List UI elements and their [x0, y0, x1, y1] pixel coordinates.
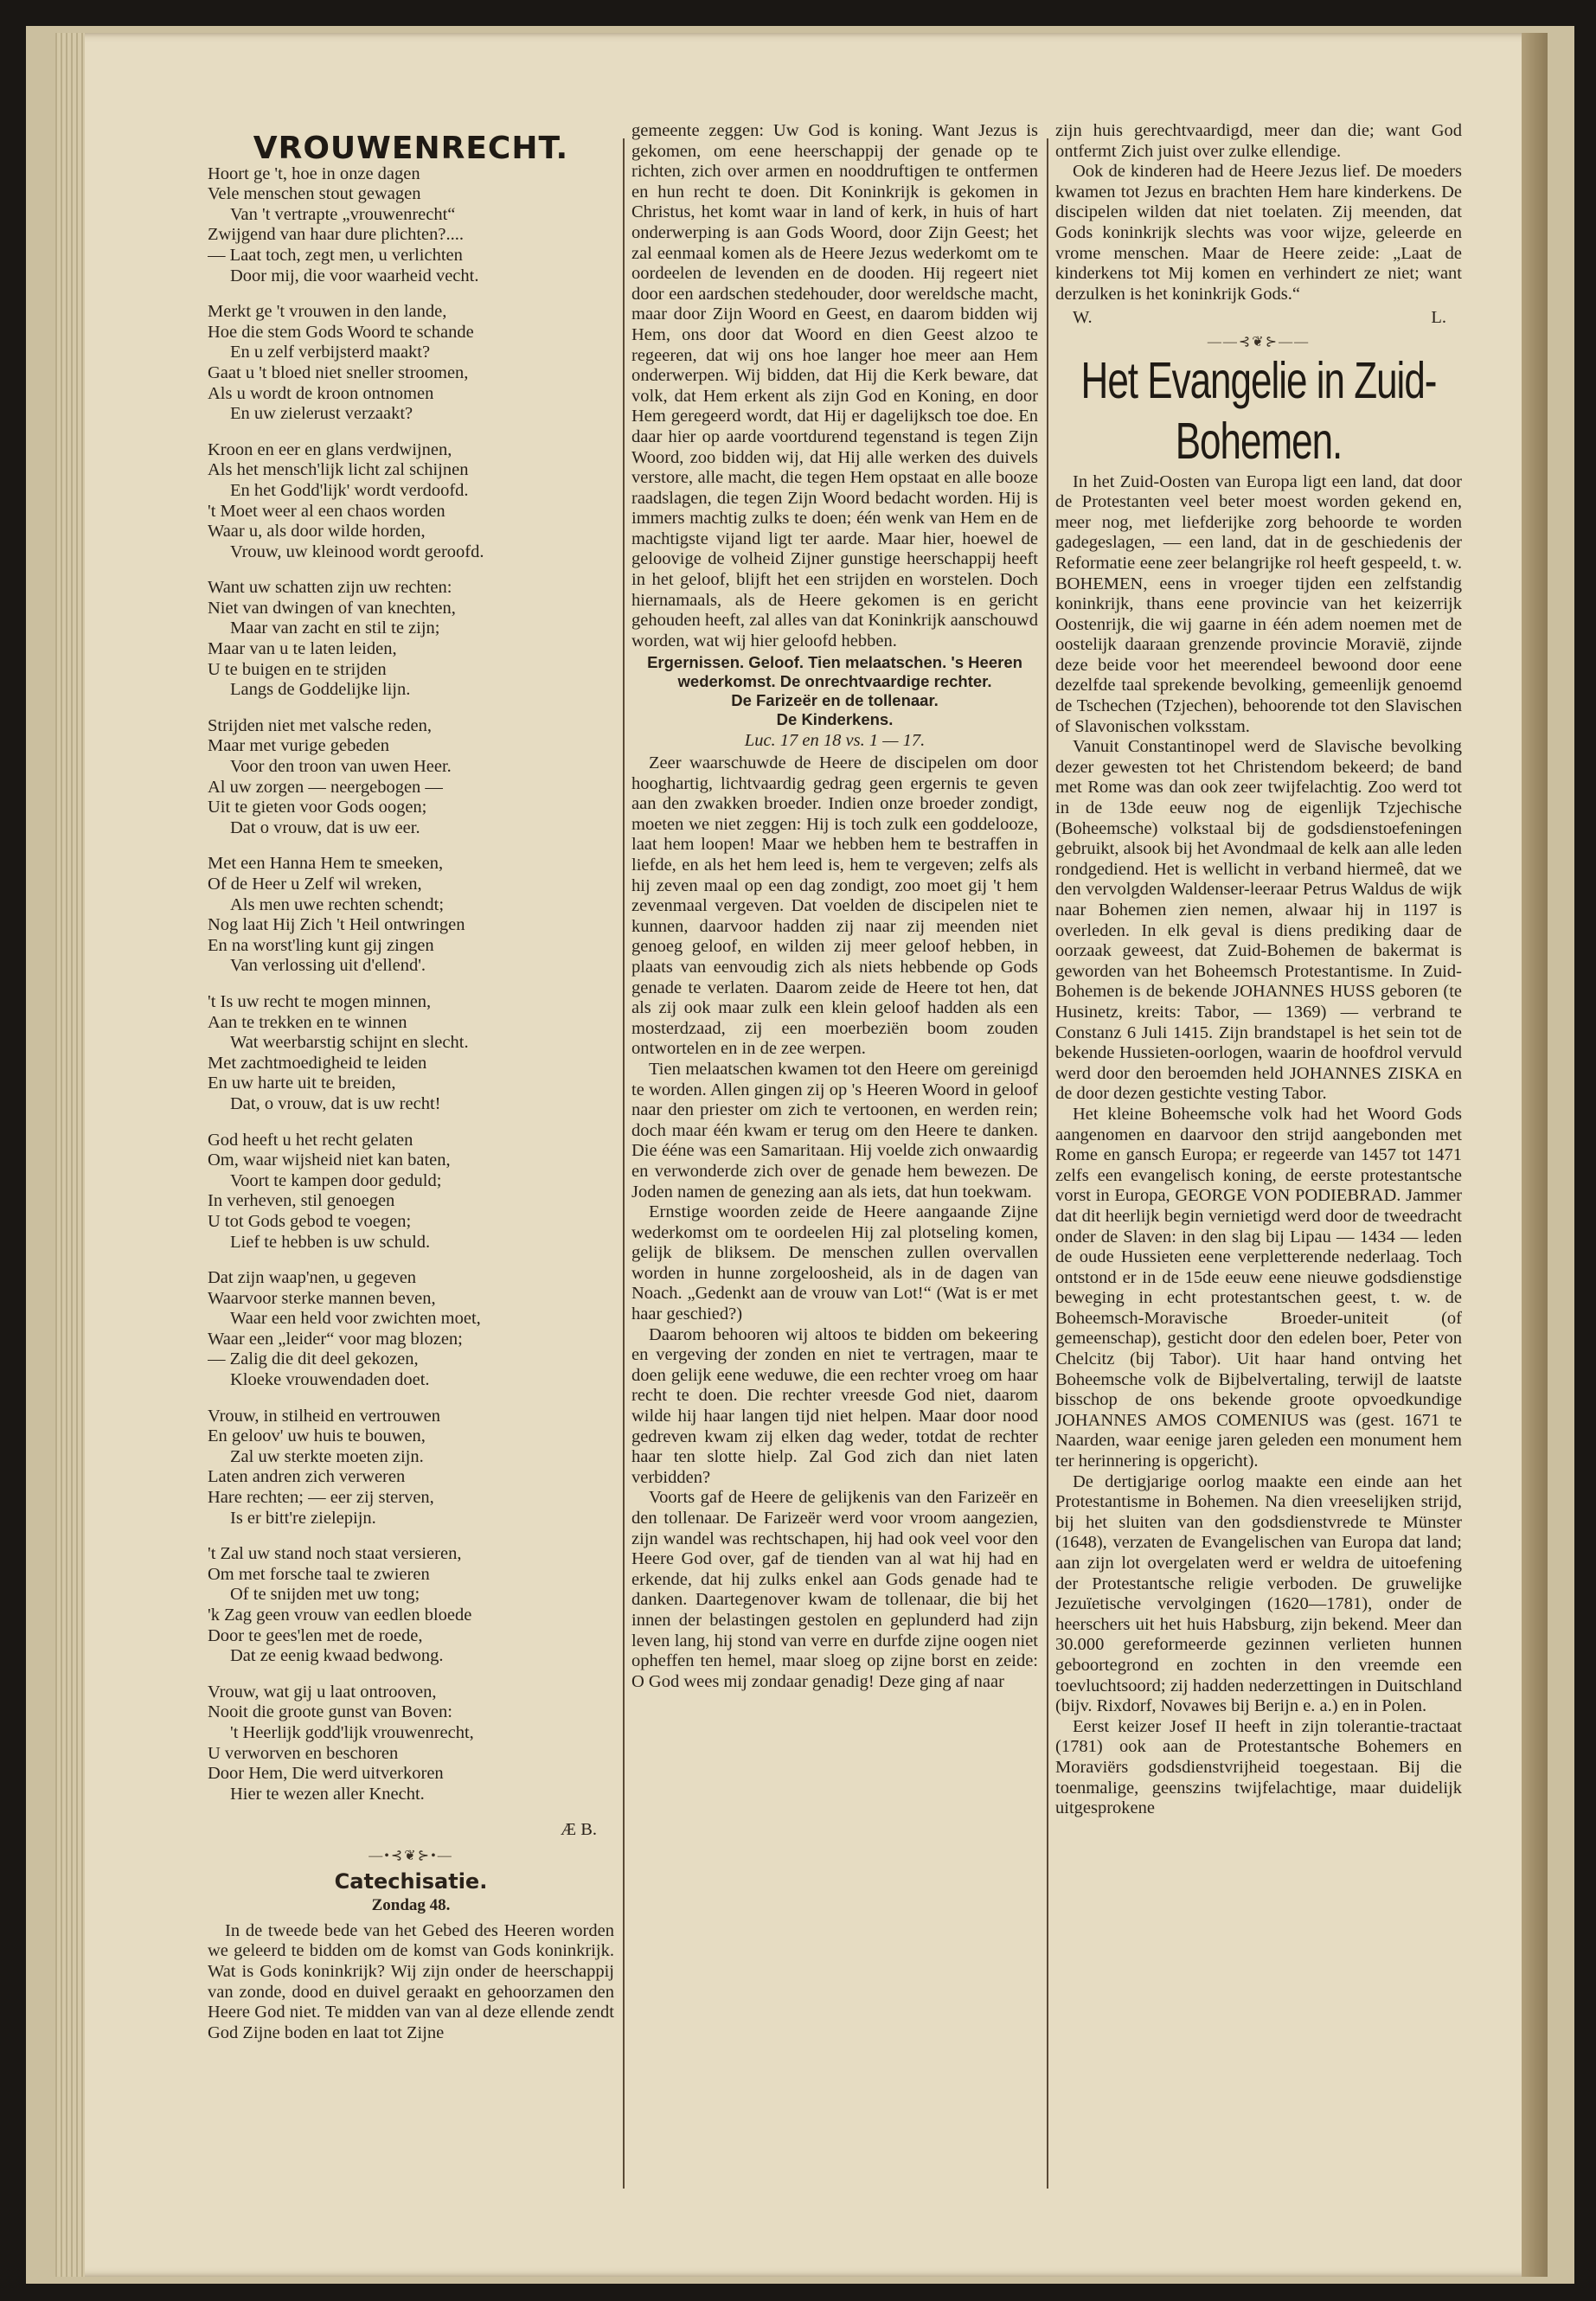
column-divider	[1047, 138, 1048, 2189]
evangelie-heading: Het Evangelie in Zuid-Bohemen.	[1080, 351, 1437, 471]
poem-line: Gaat u 't bloed niet sneller stroomen,	[208, 362, 469, 382]
poem-line: Door Hem, Die werd uitverkoren	[208, 1764, 444, 1784]
poem-line: Om, waar wijsheid niet kan baten,	[208, 1150, 451, 1170]
poem-line: Lief te hebben is uw schuld.	[230, 1232, 431, 1252]
poem-line: Waar een held voor zwichten moet,	[230, 1309, 481, 1329]
poem-line: En u zelf verbijsterd maakt?	[230, 343, 431, 362]
poem-line: Strijden niet met valsche reden,	[208, 715, 433, 735]
poem-line: Waar u, als door wilde horden,	[208, 522, 426, 542]
poem-line: Zwijgend van haar dure plichten?....	[208, 225, 464, 245]
poem-line: Waarvoor sterke mannen beven,	[208, 1288, 436, 1308]
poem-line: Hoe die stem Gods Woord te schande	[208, 322, 474, 342]
poem-line: Laten andren zich verweren	[208, 1467, 406, 1487]
poem-stanza	[208, 854, 614, 977]
poem-line: 'k Zag geen vrouw van eedlen bloede	[208, 1606, 472, 1625]
poem-line: Waar een „leider“ voor mag blozen;	[208, 1329, 463, 1349]
poem-line: — Zalig die dit deel gekozen,	[208, 1349, 419, 1369]
poem-line: Kroon en eer en glans verdwijnen,	[208, 439, 452, 459]
poem-line: — Laat toch, zegt men, u verlichten	[208, 245, 463, 265]
poem-stanza	[208, 992, 614, 1115]
poem-line: Door mij, die voor waarheid vecht.	[230, 266, 479, 285]
poem-line: Vele menschen stout gewagen	[208, 184, 421, 204]
poem-stanza	[208, 1407, 614, 1529]
page-stack-edge	[55, 33, 85, 2277]
poem-line: Nooit die groote gunst van Boven:	[208, 1702, 452, 1722]
poem-stanza	[208, 716, 614, 839]
poem-stanza	[208, 1268, 614, 1391]
ornament-divider: —•⊰❦⊱•—	[369, 1848, 453, 1863]
poem-stanza	[208, 440, 614, 563]
poem-line: Door te gees'len met de roede,	[208, 1625, 423, 1645]
poem-line: Maar van u te laten leiden,	[208, 639, 397, 659]
poem-line: Langs de Goddelijke lijn.	[230, 680, 411, 700]
poem-line: 't Is uw recht te mogen minnen,	[208, 991, 432, 1011]
article-paragraph: Het kleine Boheemsche volk had het Woord Gods aangenomen en daarvoor den strijd aangebonden met Rome en gansch Europa; er regeerde van 1457 tot 1471 zelfs een evangelisch koning, de eerste protestantsche vorst in Europa, GEORGE VON PODIEBRAD. Jammer dat dit heerlijk begin vernietigd werd door de tweedracht onder de Slaven: in den slag bij Lipau — 1434 — leden de oude Hussieten eene verpletterende nederlaag. Toch ontstond er in de 15de eeuw eene nieuwe godsdienstige beweging in echt protestantschen geest, t. w. de Boheemsch-Moravische Broeder-uniteit (of gemeenschap), gesticht door den edelen boer, Peter von Chelcitz (bij Tabor). Uit haar hand ontving het Boheemsche volk de Bijbelvertaling, terwijl de laatste bisschop de ons bekende groote opvoedkundige JOHANNES AMOS COMENIUS was (gest. 1671 te Naarden, waar eenige jaren geleden een monument hem ter herinnering is opgericht).	[1055, 1104, 1462, 1471]
poem-line: Dat o vrouw, dat is uw eer.	[230, 817, 420, 837]
poem-line: Met een Hanna Hem te smeeken,	[208, 854, 444, 874]
poem-line: Of te snijden met uw tong;	[230, 1585, 420, 1605]
poem-line: 't Heerlijk godd'lijk vrouwenrecht,	[230, 1722, 474, 1742]
poem-body	[208, 164, 614, 1805]
article-paragraph: Ernstige woorden zeide de Heere aangaande Zijne wederkomst om te oordeelen Hij zal plotseling komen, gelijk de bliksem. De menschen zullen overvallen worden in hunne zorgeloosheid, als in de dagen van Noach. „Gedenkt aan de vrouw van Lot!“ (Wat is er met haar geschied?)	[631, 1202, 1038, 1324]
article-paragraph: zijn huis gerechtvaardigd, meer dan die; want God ontfermt Zich juist over zulke ellendige.	[1055, 121, 1462, 161]
poem-line: Uit te gieten voor Gods oogen;	[208, 798, 427, 817]
poem-line: Dat zijn waap'nen, u gegeven	[208, 1268, 417, 1288]
article-paragraph: In het Zuid-Oosten van Europa ligt een land, dat door de Protestanten veel beter moest worden gekend en, meer nog, met liefderijke zorg behoorde te worden gadegeslagen, — een land, dat in de geschiedenis der Reformatie eene zeer belangrijke rol heeft gespeeld, t. w. BOHEMEN, eens in vroeger tijden een zelfstandig koninkrijk, thans eene provincie van het keizerrijk Oostenrijk, die wij gaarne in één adem noemen met de oostelijk daaraan grenzende provincie Moravië, zijnde deze beide voor het meerendeel bewoond door eene dezelfde taal sprekende bevolking, gemeenlijk genoemd de Tschechen (Tzjechen), behoorende tot den Slavischen of Slavonischen volksstam.	[1055, 471, 1462, 736]
poem-line: Voor den troon van uwen Heer.	[230, 757, 452, 777]
subhead-line: De Kinderkens.	[776, 710, 894, 729]
poem-line: Als het mensch'lijk licht zal schijnen	[208, 460, 469, 480]
binding-edge	[1522, 33, 1548, 2277]
poem-line: Want uw schatten zijn uw rechten:	[208, 578, 452, 598]
column-2	[631, 121, 1038, 2206]
poem-line: Merkt ge 't vrouwen in den lande,	[208, 302, 447, 322]
article-paragraph: Voorts gaf de Heere de gelijkenis van den Farizeër en den tollenaar. De Farizeër werd voor vroom aangezien, zijn wandel was rechtschapen, hij had ook veel voor den Heere God over, gaf de tienden van al wat hij had en erkende, dat hij zulks enkel aan Gods genade had te danken. Daartegenover kwam de tollenaar, die bij het innen der belastingen gestolen en geplunderd had zijn leven lang, hij stond van verre en durfde zijne oogen niet opheffen ten hemel, maar sloeg op zijne borst en zeide: O God wees mij zondaar genadig! Deze ging af naar	[631, 1488, 1038, 1691]
poem-signature: Æ B.	[560, 1820, 597, 1840]
poem-line: En na worst'ling kunt gij zingen	[208, 935, 434, 955]
poem-line: God heeft u het recht gelaten	[208, 1130, 413, 1150]
poem-line: Zal uw sterkte moeten zijn.	[230, 1446, 424, 1466]
poem-line: Van 't vertrapte „vrouwenrecht“	[230, 204, 456, 224]
poem-line: Dat, o vrouw, dat is uw recht!	[230, 1093, 441, 1113]
article-paragraph: De dertigjarige oorlog maakte een einde aan het Protestantisme in Bohemen. Na dien vreeselijken strijd, bij het sluiten van den godsdienstvrede te Münster (1648), verzaten de Evangelischen van Europa dat land; aan zijn lot overgelaten werd er weldra de uitoefening der Protestantsche religie verboden. De gruwelijke Jezuïetische vervolgingen (1620—1781), onder de heerschers uit het huis Habsburg, zijn bekend. Meer dan 30.000 gereformeerde gezinnen verlieten hunnen geboortegrond en zochten in den vreemde een toevluchtsoord; zij hadden nederzettingen in Duitschland (bijv. Rixdorf, Novawes bij Berijn e. a.) en in Polen.	[1055, 1471, 1462, 1716]
catechisatie-heading: Catechisatie.	[334, 1868, 488, 1894]
poem-line: En uw zielerust verzaakt?	[230, 404, 413, 424]
article-paragraph: Zeer waarschuwde de Heere de discipelen om door hooghartig, lichtvaardig gedrag geen ergernis te geven aan den zwakken broeder. Indien onze broeder zondigt, moeten we niet zeggen: Hij is toch zulk een goddelooze, laat hem loopen! Maar we hebben hem te bestraffen in liefde, en als het hem leed is, hem te vergeven; zelfs als hij zeven maal op een dag zondigt, zoo moet gij 't hem zevenmaal vergeven. Dat voelden de discipelen niet te kunnen, daarvoor hadden zij naar zij meenden niet genoeg geloof, en wilden zij meer geloof hebben, in plaats van eenvoudig zich als niets hebbende op Gods genade te verlaten. Daarom zeide de Heere tot hen, dat als zij ook maar zulk een klein geloof hadden als een mosterdzaad, zij een moerbeziën boom zouden ontwortelen en in de zee werpen.	[631, 753, 1038, 1059]
poem-line: Maar van zacht en stil te zijn;	[230, 619, 440, 638]
poem-stanza	[208, 1131, 614, 1253]
poem-line: Als men uwe rechten schendt;	[230, 894, 445, 914]
poem-line: Of de Heer u Zelf wil wreken,	[208, 875, 422, 894]
poem-line: U te buigen en te strijden	[208, 659, 387, 679]
poem-line: U tot Gods gebod te voegen;	[208, 1211, 412, 1231]
poem-line: Hoort ge 't, hoe in onze dagen	[208, 163, 420, 183]
poem-line: En geloov' uw huis te bouwen,	[208, 1426, 426, 1446]
article-paragraph: Tien melaatschen kwamen tot den Heere om gereinigd te worden. Allen gingen zij op 's Heeren Woord in geloof naar den priester om zich te vertoonen, en werden rein; doch maar één kwam er terug om den Heere te danken. Die ééne was een Samaritaan. Hij voelde zich onwaardig en verwonderde zich over de genade hem bewezen. De Joden namen de genezing aan als iets, dat hun toekwam.	[631, 1059, 1038, 1202]
poem-line: 't Zal uw stand noch staat versieren,	[208, 1544, 462, 1564]
poem-line: Maar met vurige gebeden	[208, 736, 390, 756]
poem-line: Dat ze eenig kwaad bedwong.	[230, 1646, 444, 1666]
catechisatie-paragraph: In de tweede bede van het Gebed des Heeren worden we geleerd te bidden om de komst van Gods koninkrijk. Wat is Gods koninkrijk? Wij zijn onder de heerschappij van zonde, dood en duivel geraakt en gehoorzamen den Heere God niet. Te midden van van al deze ellende zendt God Zijne boden en laat tot Zijne	[208, 1920, 614, 2042]
poem-stanza	[208, 164, 614, 287]
poem-line: U verworven en beschoren	[208, 1743, 399, 1763]
poem-title: VROUWENRECHT.	[253, 131, 569, 166]
signature-initial: W.	[1073, 308, 1093, 328]
poem-line: Kloeke vrouwendaden doet.	[230, 1370, 430, 1390]
poem-line: Vrouw, in stilheid en vertrouwen	[208, 1406, 441, 1426]
subhead-line: De Farizeër en de tollenaar.	[731, 691, 939, 710]
subhead-line: Ergernissen. Geloof. Tien melaatschen. 's Heeren wederkomst. De onrechtvaardige rechter.	[647, 653, 1022, 691]
column-divider	[623, 138, 625, 2189]
scripture-reference: Luc. 17 en 18 vs. 1 — 17.	[744, 731, 926, 751]
poem-stanza	[208, 1682, 614, 1805]
poem-line: En het Godd'lijk' wordt verdoofd.	[230, 480, 469, 500]
poem-line: In verheven, stil genoegen	[208, 1191, 395, 1211]
poem-line: Vrouw, wat gij u laat ontrooven,	[208, 1682, 437, 1702]
poem-line: Is er bitt're zielepijn.	[230, 1508, 376, 1528]
zondag-subheading: Zondag 48.	[371, 1896, 451, 1915]
column-1	[208, 121, 614, 2206]
poem-line: Voort te kampen door geduld;	[230, 1170, 442, 1190]
signature-initial: L.	[1431, 308, 1446, 328]
article-paragraph: Daarom behooren wij altoos te bidden om bekeering en vergeving der zonden en niet te vertragen, maar te doen gelijk eene weduwe, die een rechter vroeg om haar recht te doen. Die rechter vreesde God niet, daarom wilde hij haar langen tijd niet helpen. Maar door nood gedreven kwam zij elken dag weder, totdat de rechter haar ten slotte hielp. Zal God zich dan niet laten verbidden?	[631, 1324, 1038, 1487]
section-subheads	[631, 653, 1038, 729]
column-3	[1055, 121, 1462, 2206]
poem-line: Wat weerbarstig schijnt en slecht.	[230, 1033, 469, 1053]
article-paragraph: gemeente zeggen: Uw God is koning. Want Jezus is gekomen, om eene heerschappij der genade op te richten, zich over armen en nooddruftigen te ontfermen en hun recht te doen. Dit Koninkrijk is gekomen in Christus, het komt waar in land of kerk, in huis of hart onderwerping is aan Gods Woord, door Zijn Geest; het zal eenmaal komen als de Heere Jezus wederkomt om te oordeelen de levenden en de dooden. Hij regeert niet door een aardschen stedehouder, door wereldsche macht, maar door Zijn Woord en Geest, en daarom bidden wij Hem, ons door dat Woord en dien Geest alzoo te regeeren, dat wij ons hoe langer hoe meer aan Hem onderwerpen. Wij bidden, dat Hij die Kerk beware, dat volk, dat Hem erkent als zijn God en Koning, en door Hem geregeerd wordt, dat Hij er dagelijksch toe doe. En daar hier op aarde voortdurend tegenstand is tegen Zijn Woord, zoo bidden wij, dat Hij alle werken des duivels verstore, alle macht, die tegen Hem opstaat en alle booze raadslagen, die tegen Zijn Woord bedacht worden. Hij is immers machtig zulks te doen; één wenk van Hem en de machtigste vijand ligt ter aarde. Maar hier, hoewel de geloovige de volheid Zijner gunstige heerschappij heeft in het geloof, blijft het een strijden en worstelen. Doch hiernamaals, als de Heere gekomen is en gericht gehouden heeft, zal alles van dat Koninkrijk aanschouwd worden, wat wij hier geloofd hebben.	[631, 121, 1038, 651]
poem-line: Als u wordt de kroon ontnomen	[208, 383, 434, 403]
ornament-divider: ——⊰❦⊱——	[1207, 334, 1311, 349]
poem-line: 't Moet weer al een chaos worden	[208, 501, 445, 521]
poem-line: Om met forsche taal te zwieren	[208, 1564, 430, 1584]
poem-line: Met zachtmoedigheid te leiden	[208, 1053, 427, 1073]
poem-stanza	[208, 1544, 614, 1667]
poem-line: Aan te trekken en te winnen	[208, 1012, 407, 1032]
poem-line: Vrouw, uw kleinood wordt geroofd.	[230, 542, 484, 561]
poem-stanza	[208, 578, 614, 701]
article-paragraph: Eerst keizer Josef II heeft in zijn tolerantie-tractaat (1781) ook aan de Protestantsche Bohemers en Moraviërs godsdienstvrijheid toegestaan. Bij die toenmalige, geenszins twijfelachtige, maar duidelijk uitgesprokene	[1055, 1716, 1462, 1818]
book-scan	[26, 26, 1574, 2284]
article-signature	[1055, 308, 1462, 329]
poem-line: Nog laat Hij Zich 't Heil ontwringen	[208, 915, 465, 935]
poem-line: Al uw zorgen — neergebogen —	[208, 777, 443, 797]
poem-line: Hier te wezen aller Knecht.	[230, 1784, 425, 1804]
article-paragraph: Ook de kinderen had de Heere Jezus lief. De moeders kwamen tot Jezus en brachten Hem hare kinderkens. De discipelen wilden dat niet toelaten. Zij meenden, dat Gods koninkrijk slechts was voor wijze, geleerde en vrome menschen. Maar de Heere zeide: „Laat de kinderkens tot Mij komen en verhindert ze niet; want derzulken is het koninkrijk Gods.“	[1055, 162, 1462, 304]
poem-line: Niet van dwingen of van knechten,	[208, 598, 456, 618]
poem-line: Van verlossing uit d'ellend'.	[230, 956, 426, 976]
article-paragraph: Vanuit Constantinopel werd de Slavische bevolking dezer gewesten tot het Christendom bekeerd; de band met Rome was dan ook zeer twijfelachtig. Zoo werd tot in de 13de eeuw nog de eigenlijk Tzjechische (Boheemsche) volkstaal bij de godsdienstoefeningen gebruikt, alsook bij het Avondmaal de kelk aan alle leden rondgediend. Het is wellicht in verband hiermeê, dat we den vervolgden Waldenser-leeraar Petrus Waldus de wijk naar Bohemen zien nemen, alwaar hij in 1197 is overleden. In elk geval is diens prediking daar de oorzaak geweest, dat Zuid-Bohemen de bakermat is geworden van het Boheemsch Protestantisme. In Zuid-Bohemen is de bekende JOHANNES HUSS geboren (te Husinetz, kreits: Tabor, — 1369) — verbrand te Constanz 6 Juli 1415. Zijn brandstapel is het sein tot de bekende Hussieten-oorlogen, waarin de hoofdrol vervuld werd door den beroemden held JOHANNES ZISKA en de door dezen gestichte vesting Tabor.	[1055, 737, 1462, 1104]
poem-line: En uw harte uit te breiden,	[208, 1074, 396, 1093]
poem-line: Hare rechten; — eer zij sterven,	[208, 1488, 434, 1508]
poem-stanza	[208, 302, 614, 425]
